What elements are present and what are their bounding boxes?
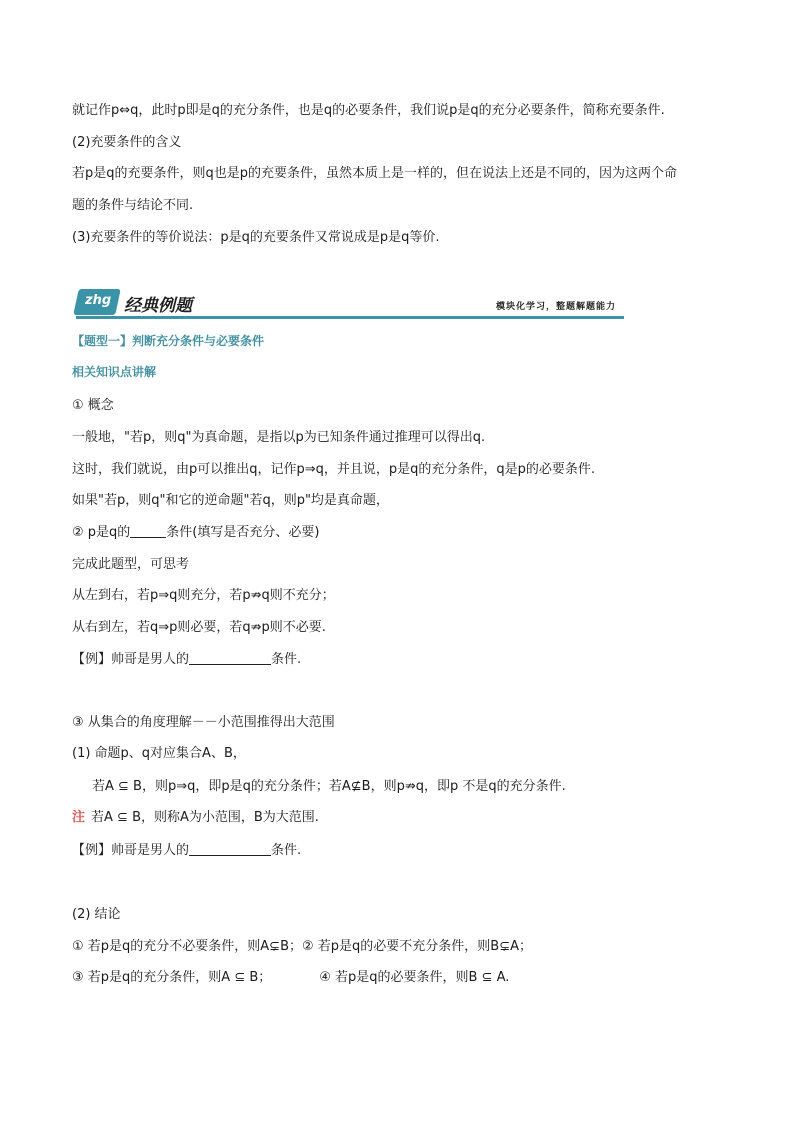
text-span: 条件(填写是否充分、必要) — [166, 525, 320, 540]
answer-blank — [189, 650, 271, 665]
concept-heading: ① 概念 — [72, 398, 114, 413]
paragraph-line: 若p是q的充要条件，则q也是p的充要条件，虽然本质上是一样的，但在说法上还是不同的，因为这两个命 — [72, 166, 678, 181]
badge-text: zhg — [85, 293, 112, 308]
banner-subtitle: 模块化学习，整题解题能力 — [495, 302, 616, 312]
text-span: ② p是q的 — [72, 525, 131, 540]
paragraph-line: 如果"若p，则q"和它的逆命题"若q，则p"均是真命题， — [72, 493, 389, 508]
note-line — [72, 808, 319, 828]
example-line — [72, 650, 301, 670]
section-banner — [76, 287, 624, 321]
paragraph-line: (3)充要条件的等价说法：p是q的充要条件又常说成是p是q等价. — [72, 230, 440, 245]
note-mark: 注 — [72, 810, 86, 825]
text-span: 【例】帅哥是男人的 — [72, 652, 190, 667]
text-span: ④ 若p是q的必要条件，则B ⊆ A. — [319, 970, 510, 985]
paragraph-line: (2)充要条件的含义 — [72, 135, 182, 150]
text-span: 条件. — [271, 652, 302, 667]
text-span: 条件. — [271, 843, 302, 858]
section-heading: (2) 结论 — [72, 907, 121, 922]
paragraph-line: ① 若p是q的充分不必要条件，则A⊊B；② 若p是q的必要不充分条件，则B⊊A； — [72, 939, 532, 954]
question-type-title: 【题型一】判断充分条件与必要条件 — [72, 334, 265, 348]
answer-blank — [189, 841, 271, 856]
paragraph-line — [72, 968, 509, 988]
banner-title: 经典例题 — [124, 296, 192, 316]
paragraph-line: 从左到右，若p⇒q则充分，若p⇏q则不充分； — [72, 588, 335, 603]
paragraph-line: (1) 命题p、q对应集合A、B， — [72, 746, 246, 761]
text-span: 若A ⊆ B，则称A为小范围，B为大范围. — [91, 810, 319, 825]
text-span: ③ 若p是q的充分条件，则A ⊆ B； — [72, 970, 272, 985]
text-span: 【例】帅哥是男人的 — [72, 843, 190, 858]
answer-blank — [130, 523, 166, 538]
paragraph-line: 题的条件与结论不同. — [72, 198, 194, 213]
paragraph-line: 若A ⊆ B，则p⇒q，即p是q的充分条件；若A⊈B，则p⇏q，即p 不是q的充分条件. — [92, 779, 566, 794]
paragraph-line: 这时，我们就说，由p可以推出q，记作p⇒q，并且说，p是q的充分条件，q是p的必要条件. — [72, 462, 596, 477]
fill-blank-line — [72, 523, 319, 543]
section-heading: ③ 从集合的角度理解－－小范围推得出大范围 — [72, 715, 335, 730]
example-line — [72, 841, 301, 861]
paragraph-line: 完成此题型，可思考 — [72, 557, 190, 572]
banner-rule — [76, 316, 624, 319]
paragraph-line: 就记作p⇔q，此时p即是q的充分条件，也是q的必要条件，我们说p是q的充分必要条件，简称充要条件. — [72, 103, 665, 118]
subheading: 相关知识点讲解 — [72, 365, 157, 379]
paragraph-line: 一般地，"若p，则q"为真命题，是指以p为已知条件通过推理可以得出q. — [72, 430, 486, 445]
paragraph-line: 从右到左，若q⇒p则必要，若q⇏p则不必要. — [72, 620, 326, 635]
